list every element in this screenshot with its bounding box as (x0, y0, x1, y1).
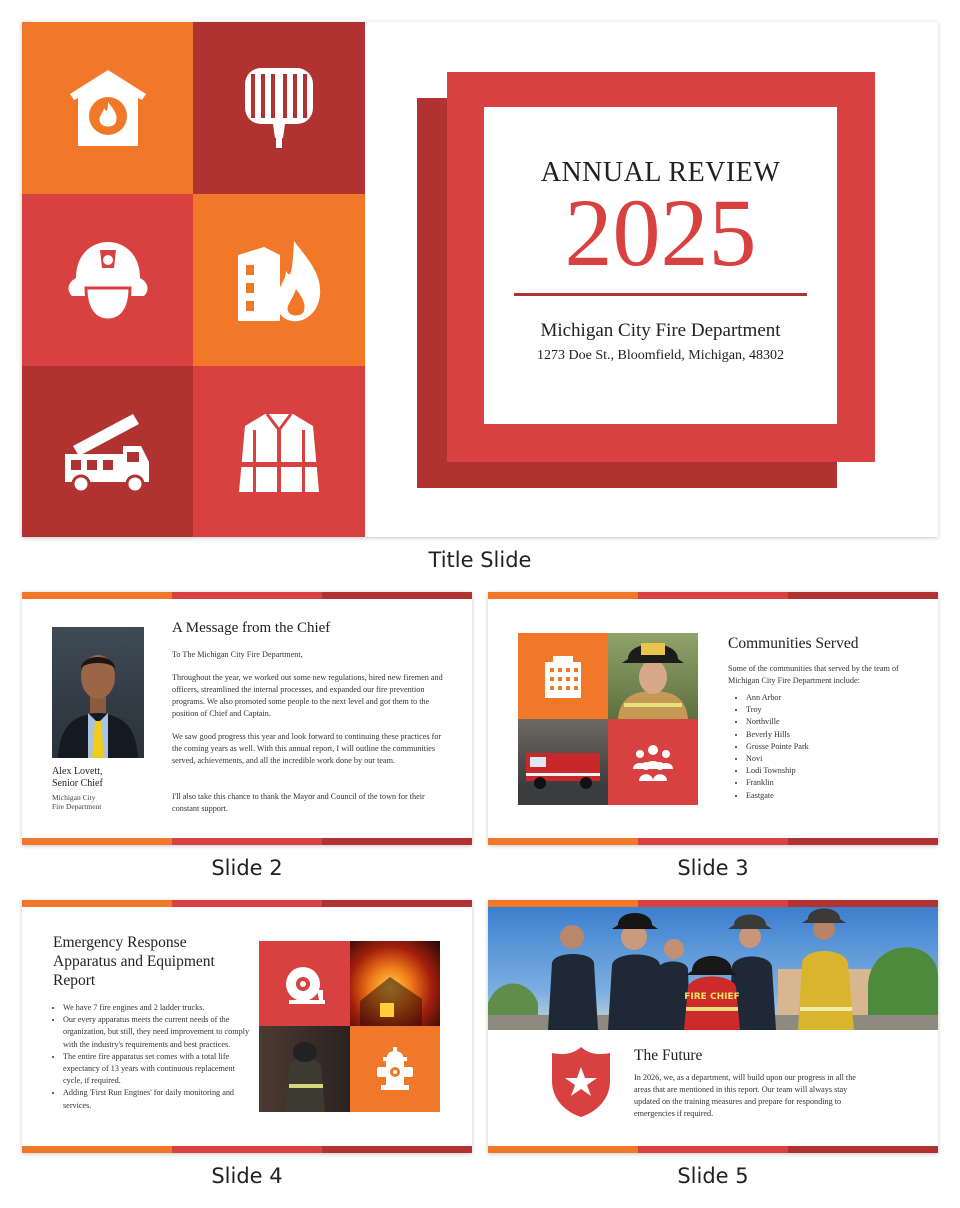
slide3-title: Communities Served (728, 635, 859, 652)
list-item: • The entire fire apparatus set comes with a total life expectancy of 13 years with continuous replacement cycle, if required. (63, 1051, 253, 1088)
tile-hydrant (350, 1026, 440, 1112)
slide2-para3: I'll also take this chance to thank the Mayor and Council of the town for their constant support. (172, 792, 425, 813)
chief-name: Alex Lovett, (52, 766, 103, 777)
chief-role: Senior Chief (52, 778, 103, 789)
slide-3[interactable] (488, 592, 938, 845)
list-item: • Adding 'First Run Engines' for daily monitoring and services. (63, 1087, 253, 1111)
people-group-icon (631, 743, 675, 781)
title-address: 1273 Doe St., Bloomfield, Michigan, 48302 (537, 348, 784, 363)
list-item: • Novi (746, 753, 809, 765)
caption-slide-4: Slide 4 (211, 1164, 283, 1188)
list-item: • Lodi Township (746, 765, 809, 777)
police-badge-star-icon (550, 1045, 612, 1119)
chief-org-line1: Michigan City (52, 793, 96, 802)
tile-people (608, 719, 698, 805)
slide4-title: Emergency Response Apparatus and Equipment Report (53, 934, 215, 989)
communities-list (732, 692, 809, 802)
bottom-stripe (488, 838, 938, 845)
firefighters-team-photo (488, 907, 938, 1030)
slide5-title: The Future (634, 1047, 703, 1064)
slide2-greeting: To The Michigan City Fire Department, (172, 650, 303, 659)
caption-slide-3: Slide 3 (677, 856, 749, 880)
list-item: • Grosse Pointe Park (746, 741, 809, 753)
tile-fire-station (22, 22, 193, 194)
fire-hydrant-icon (375, 1047, 415, 1091)
top-stripe (22, 900, 472, 907)
slide-5[interactable] (488, 900, 938, 1153)
title-department: Michigan City Fire Department (540, 320, 781, 341)
slide2-para2: We saw good progress this year and look forward to continuing these practices for the coming years as well. With this annual report, I will outline the communities served, achievements, and all the incredible work done by our team. (172, 732, 442, 765)
bottom-stripe (22, 838, 472, 845)
fire-alarm-bell-icon (283, 964, 327, 1004)
slide2-title: A Message from the Chief (172, 620, 331, 636)
list-item: • Northville (746, 716, 809, 728)
list-item: • Troy (746, 704, 809, 716)
list-item: • Ann Arbor (746, 692, 809, 704)
badge-icon-wrap (550, 1045, 612, 1123)
firefighter-gear-photo (259, 1026, 350, 1112)
firefighter-photo (608, 633, 698, 719)
list-item: • Franklin (746, 777, 809, 789)
slide-4[interactable] (22, 900, 472, 1153)
fire-truck-icon (63, 410, 153, 494)
tile-fire-truck (22, 366, 193, 537)
tile-alarm (259, 941, 350, 1026)
caption-slide-2: Slide 2 (211, 856, 283, 880)
list-item: • Our every apparatus meets the current needs of the organization, but still, they need improvement to comply with the industry's requirements and best practices. (63, 1014, 253, 1051)
top-stripe (488, 900, 938, 907)
list-item: • Beverly Hills (746, 729, 809, 741)
slide-2[interactable] (22, 592, 472, 845)
fire-engine-photo (518, 719, 608, 805)
slide2-para1: Throughout the year, we worked out some new regulations, hired new firemen and officers, streamlined the internal processes, and expanded our fire prevention programs. We also promoted some people to the next level and got them to the position of Chief and Captain. (172, 673, 443, 718)
list-item: • We have 7 fire engines and 2 ladder trucks. (63, 1002, 253, 1014)
chief-org-line2: Fire Department (52, 802, 102, 811)
title-panel (484, 107, 837, 424)
bottom-stripe (488, 1146, 938, 1153)
building-icon (543, 654, 583, 698)
tile-burning-building (193, 194, 365, 366)
tile-helmet (22, 194, 193, 366)
bottom-stripe (22, 1146, 472, 1153)
slide3-intro: Some of the communities that served by the team of Michigan City Fire Department include: (728, 664, 899, 685)
burning-building-icon (234, 235, 324, 325)
equipment-list (49, 1002, 253, 1112)
list-item: • Eastgate (746, 790, 809, 802)
fire-station-icon (68, 68, 148, 148)
title-year: 2025 (564, 179, 757, 286)
jacket-label: FIRE CHIEF (684, 992, 740, 1002)
tile-building (518, 633, 608, 719)
chief-portrait (52, 627, 144, 758)
firefighter-helmet-icon (66, 238, 150, 322)
firefighter-jacket-icon (237, 410, 321, 494)
caption-title-slide: Title Slide (428, 548, 532, 572)
top-stripe (22, 592, 472, 599)
title-heading: ANNUAL REVIEW (540, 157, 781, 188)
tile-jacket (193, 366, 365, 537)
fire-hose-icon (239, 66, 319, 150)
slide5-body: In 2026, we, as a department, will build upon our progress in all the areas that are mentioned in this report. Our team will always stay updated on the training measures and prepare for responding to emergencies if required. (634, 1073, 856, 1118)
tile-fire-hose (193, 22, 365, 194)
caption-slide-5: Slide 5 (677, 1164, 749, 1188)
title-divider (514, 293, 807, 296)
burning-house-photo (350, 941, 440, 1026)
top-stripe (488, 592, 938, 599)
title-slide[interactable] (22, 22, 938, 537)
